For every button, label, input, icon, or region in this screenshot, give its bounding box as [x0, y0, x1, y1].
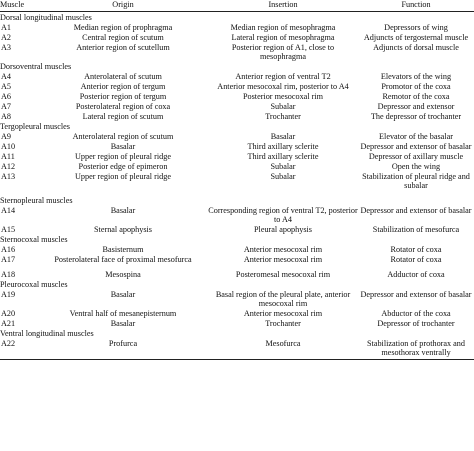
function-cell: Elevators of the wing — [380, 72, 452, 81]
table-row — [0, 254, 474, 264]
function-cell: Adductor of coxa — [387, 270, 445, 279]
table-row — [0, 151, 474, 161]
table-row — [0, 224, 474, 234]
origin-cell: Sternal apophysis — [94, 225, 152, 234]
group-heading-row — [0, 234, 474, 244]
function-cell: Depressor and extensor — [377, 102, 455, 111]
origin-cell: Mesospina — [105, 270, 141, 279]
function-cell: Stabilization of prothorax and mesothorax ventrally — [358, 338, 474, 360]
origin-cell: Posterior edge of epimeron — [78, 162, 168, 171]
insertion-cell: Anterior mesocoxal rim — [243, 309, 323, 318]
table-row — [0, 289, 474, 308]
table-row — [0, 161, 474, 171]
table-row — [0, 141, 474, 151]
muscle-id-cell: A13 — [1, 172, 16, 181]
function-cell: Open the wing — [391, 162, 441, 171]
table-row — [0, 244, 474, 254]
origin-cell: Lateral region of scutum — [82, 112, 164, 121]
table-row — [0, 42, 474, 61]
origin-cell: Upper region of pleural ridge — [75, 152, 171, 161]
insertion-cell: Trochanter — [265, 319, 301, 328]
table-body — [0, 12, 474, 360]
header-muscle: Muscle — [0, 0, 38, 12]
table-header — [0, 0, 474, 12]
group-heading-row — [0, 121, 474, 131]
muscle-id-cell: A9 — [1, 132, 12, 141]
insertion-cell: Basalar — [270, 132, 296, 141]
table-row — [0, 91, 474, 101]
muscle-id-cell: A2 — [1, 33, 12, 42]
group-heading-row — [0, 190, 474, 205]
group-heading: Dorsal longitudinal muscles — [0, 13, 92, 22]
function-cell: Adjuncts of tergosternal muscle — [363, 33, 469, 42]
muscle-id-cell: A6 — [1, 92, 12, 101]
table-row — [0, 205, 474, 224]
origin-cell: Anterolateral region of scutum — [72, 132, 174, 141]
origin-cell: Basalar — [110, 290, 136, 299]
table-row — [0, 308, 474, 318]
group-heading: Ventral longitudinal muscles — [0, 329, 94, 338]
insertion-cell: Posterior region of A1, close to mesophragma — [231, 43, 335, 61]
muscle-id-cell: A19 — [1, 290, 16, 299]
function-cell: Rotator of coxa — [390, 255, 442, 264]
group-heading: Tergopleural muscles — [0, 122, 70, 131]
insertion-cell: Pleural apophysis — [254, 225, 312, 234]
origin-cell: Posterolateral region of coxa — [75, 102, 171, 111]
header-function: Function — [358, 0, 474, 12]
insertion-cell: Posteromesal mesocoxal rim — [235, 270, 331, 279]
muscle-id-cell: A20 — [1, 309, 16, 318]
group-heading-row — [0, 279, 474, 289]
insertion-cell: Trochanter — [265, 112, 301, 121]
table-row — [0, 318, 474, 328]
muscle-id-cell: A18 — [1, 270, 16, 279]
function-cell: Promotor of the coxa — [381, 82, 451, 91]
muscle-id-cell: A4 — [1, 72, 12, 81]
insertion-cell: Posterior mesocoxal rim — [242, 92, 324, 101]
muscle-id-cell: A3 — [1, 43, 12, 52]
muscle-id-cell: A8 — [1, 112, 12, 121]
header-origin: Origin — [38, 0, 208, 12]
insertion-cell: Basal region of the pleural plate, anterior mesocoxal rim — [215, 290, 351, 308]
table-row — [0, 131, 474, 141]
group-heading-row — [0, 12, 474, 23]
group-heading-row — [0, 61, 474, 71]
muscle-id-cell: A21 — [1, 319, 16, 328]
group-heading: Pleurocoxal muscles — [0, 280, 68, 289]
table-row — [0, 22, 474, 32]
function-cell: Depressors of wing — [384, 23, 448, 32]
origin-cell: Upper region of pleural ridge — [75, 172, 171, 181]
table-row — [0, 264, 474, 279]
header-insertion: Insertion — [208, 0, 358, 12]
muscle-id-cell: A22 — [0, 338, 38, 360]
origin-cell: Profurca — [38, 338, 208, 360]
origin-cell: Anterior region of scutellum — [76, 43, 170, 52]
muscle-id-cell: A5 — [1, 82, 12, 91]
insertion-cell: Corresponding region of ventral T2, posterior to A4 — [208, 206, 358, 224]
muscle-id-cell: A17 — [1, 255, 16, 264]
muscle-id-cell: A15 — [1, 225, 16, 234]
function-cell: Remotor of the coxa — [382, 92, 450, 101]
origin-cell: Basalar — [110, 142, 136, 151]
insertion-cell: Anterior mesocoxal rim, posterior to A4 — [217, 82, 349, 91]
insertion-cell: Subalar — [270, 102, 296, 111]
insertion-cell: Subalar — [270, 172, 296, 181]
muscle-id-cell: A1 — [1, 23, 12, 32]
function-cell: Depressor of trochanter — [377, 319, 455, 328]
table-row — [0, 111, 474, 121]
origin-cell: Anterolateral of scutum — [84, 72, 162, 81]
insertion-cell: Subalar — [270, 162, 296, 171]
insertion-cell: Anterior region of ventral T2 — [235, 72, 331, 81]
table-row — [0, 32, 474, 42]
table-row — [0, 171, 474, 190]
function-cell: Depressor of axillary muscle — [368, 152, 464, 161]
origin-cell: Basalar — [110, 206, 136, 215]
insertion-cell: Third axillary sclerite — [247, 142, 319, 151]
origin-cell: Posterolateral face of proximal mesofurca — [54, 255, 192, 264]
function-cell: Abductor of the coxa — [381, 309, 451, 318]
origin-cell: Ventral half of mesanepisternum — [69, 309, 177, 318]
origin-cell: Basisternum — [102, 245, 144, 254]
muscle-id-cell: A11 — [1, 152, 15, 161]
function-cell: Rotator of coxa — [390, 245, 442, 254]
table-row — [0, 338, 474, 360]
group-heading: Sternopleural muscles — [0, 196, 73, 205]
origin-cell: Posterior region of tergum — [79, 92, 167, 101]
insertion-cell: Anterior mesocoxal rim — [243, 255, 323, 264]
insertion-cell: Lateral region of mesophragma — [231, 33, 335, 42]
function-cell: Depressor and extensor of basalar — [360, 206, 472, 215]
origin-cell: Anterior region of tergum — [80, 82, 166, 91]
insertion-cell: Third axillary sclerite — [247, 152, 319, 161]
origin-cell: Median region of prophragma — [73, 23, 173, 32]
insertion-cell: Median region of mesophragma — [230, 23, 336, 32]
muscle-id-cell: A7 — [1, 102, 12, 111]
function-cell: Elevator of the basalar — [379, 132, 453, 141]
function-cell: Depressor and extensor of basalar — [360, 290, 472, 299]
function-cell: Stabilization of mesofurca — [372, 225, 460, 234]
function-cell: The depressor of trochanter — [370, 112, 462, 121]
table-row — [0, 71, 474, 81]
table-row — [0, 101, 474, 111]
insertion-cell: Anterior mesocoxal rim — [243, 245, 323, 254]
insertion-cell: Mesofurca — [208, 338, 358, 360]
function-cell: Adjuncts of dorsal muscle — [373, 43, 459, 52]
muscle-id-cell: A10 — [1, 142, 16, 151]
group-heading: Sternocoxal muscles — [0, 235, 68, 244]
group-heading-row — [0, 328, 474, 338]
origin-cell: Central region of scutum — [82, 33, 164, 42]
function-cell: Depressor and extensor of basalar — [360, 142, 472, 151]
muscle-id-cell: A14 — [1, 206, 16, 215]
origin-cell: Basalar — [110, 319, 136, 328]
muscle-id-cell: A12 — [1, 162, 16, 171]
muscle-id-cell: A16 — [1, 245, 16, 254]
function-cell: Stabilization of pleural ridge and subalar — [362, 172, 470, 190]
group-heading: Dorsoventral muscles — [0, 62, 72, 71]
table-row — [0, 81, 474, 91]
header-row — [0, 0, 474, 12]
